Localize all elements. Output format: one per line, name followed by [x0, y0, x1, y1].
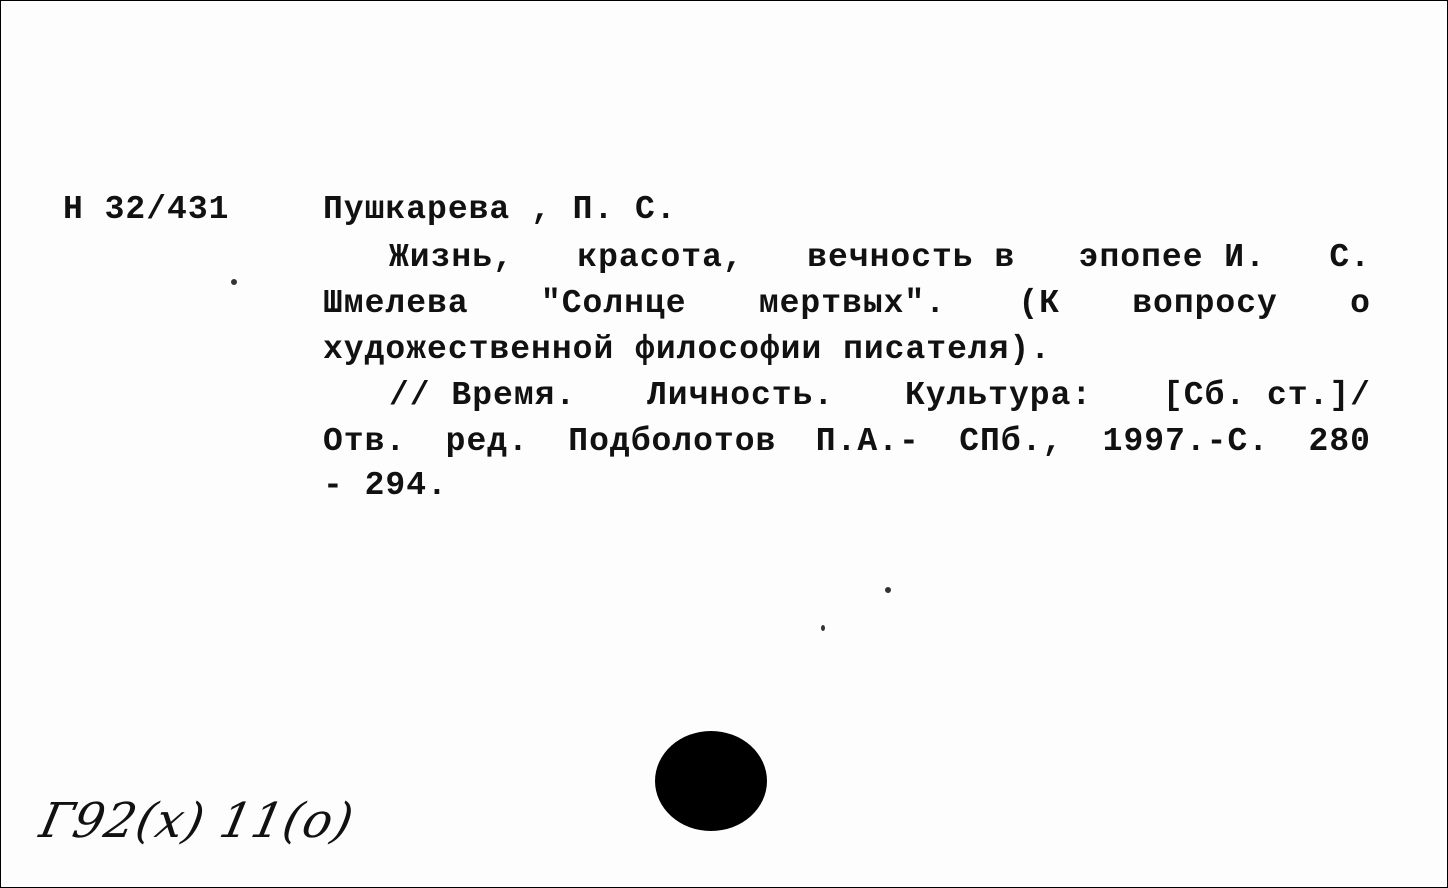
title-word: Шмелева — [323, 285, 469, 322]
title-word: С. — [1329, 239, 1371, 276]
source-word: Личность. — [646, 377, 835, 414]
title-word: мертвых". — [758, 285, 947, 322]
title-line-2 — [323, 281, 1371, 326]
title-word: (К — [1018, 285, 1060, 322]
punch-hole — [655, 731, 767, 831]
source-line-1 — [323, 373, 1371, 418]
source-word: ред. — [445, 423, 529, 460]
title-word: Жизнь, — [389, 239, 514, 276]
source-word: П.А.- — [815, 423, 920, 460]
author-line: Пушкарева , П. С. — [323, 191, 677, 228]
source-word: // Время. — [389, 377, 577, 414]
ink-speck — [821, 625, 825, 631]
source-word: СПб., — [959, 423, 1064, 460]
title-word: вопросу — [1132, 285, 1278, 322]
title-word: "Солнце — [540, 285, 687, 322]
handwritten-classification-code: Г92(х) 11(о) — [35, 793, 360, 849]
source-word: 1997.-С. — [1102, 423, 1270, 460]
title-line-1 — [323, 235, 1371, 280]
shelf-mark: Н 32/431 — [63, 191, 230, 228]
title-word: о — [1350, 285, 1371, 322]
source-word: Культура: — [904, 377, 1093, 414]
source-word: Отв. — [323, 423, 407, 460]
source-word: Подболотов — [568, 423, 777, 460]
source-line-2 — [323, 419, 1371, 464]
ink-speck — [231, 279, 237, 285]
source-line-3: - 294. — [323, 467, 448, 504]
title-word: вечность в — [807, 239, 1016, 276]
source-word: [Сб. ст.]/ — [1162, 377, 1371, 414]
ink-speck — [885, 587, 891, 593]
title-word: красота, — [577, 239, 744, 276]
source-word: 280 — [1308, 423, 1371, 460]
title-word: эпопее И. — [1078, 239, 1266, 276]
title-line-3: художественной философии писателя). — [323, 331, 1052, 368]
